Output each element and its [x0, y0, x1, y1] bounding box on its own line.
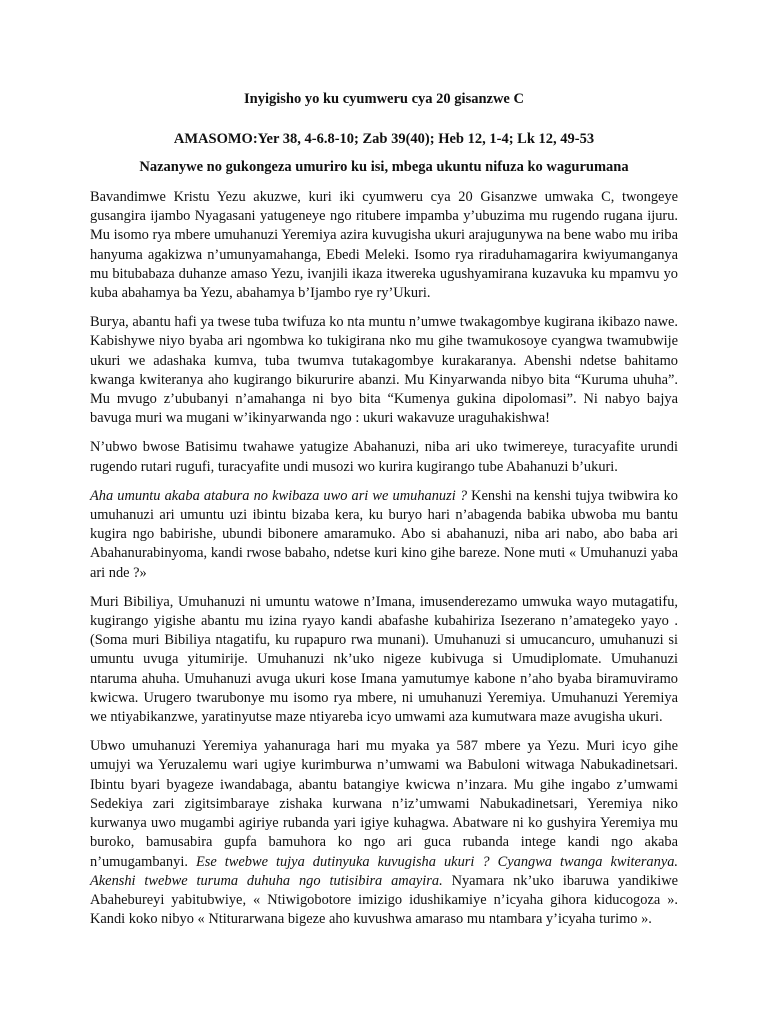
- paragraph-6-text-b: Nyamara nk’uko ibaruwa yandikiwe Abahebureyi yabitubwiye, « Ntiwigobotore imizigo idushikamiye n’icyaha gihora kiducogoza ». Kandi koko nibyo « Ntiturarwana bigeze aho kuvushwa amaraso mu ntambara y’icyaha turimo ».: [90, 872, 679, 928]
- paragraph-4-question: Aha umuntu akaba atabura no kwibaza uwo ari we umuhanuzi ?: [90, 487, 468, 504]
- homily-subtitle: Nazanywe no gukongeza umuriro ku isi, mbega ukuntu nifuza ko wagurumana: [139, 159, 629, 175]
- page-title: Inyigisho yo ku cyumweru cya 20 gisanzwe C: [244, 91, 524, 107]
- paragraph-5: Muri Bibiliya, Umuhanuzi ni umuntu watowe n’Imana, imusenderezamo umwuka wayo mutagatifu, kugirango yigishe abantu mu izina ryayo kandi abafashe kubahiriza Isezerano n’amategeko yayo . (Soma muri Bibiliya ntagatifu, ku rupapuro rwa munani). Umuhanuzi si umucancuro, umuhanuzi si umuntu uvuga yitumirije. Umuhanuzi nk’uko nigeze kubivuga si Umudiplomate. Umuhanuzi ntaruma ahuha. Umuhanuzi avuga ukuri kose Imana yamutumye kabone n’aho byaba biramuviramo kwicwa. Urugero twarubonye mu isomo rya mbere, ni umuhanuzi Yeremiya. Umuhanuzi Yeremiya we ntiyabikanzwe, yaratinyutse maze ntiyareba icyo umwami aza kumutwara maze avugisha ukuri.: [90, 593, 678, 726]
- paragraph-2: Burya, abantu hafi ya twese tuba twifuza ko nta muntu n’umwe twakagombye kugirana ikibazo nawe. Kabishywe niyo byaba ari ngombwa ko tukigirana nko mu gihe twamukosoye cyangwa twamubwije ukuri we adashaka kumva, tuba twumva tutakagombye kurakaranya. Abenshi ndetse bahitamo kwanga kwiteranya aho kugirango bikururire abanzi. Mu Kinyarwanda nibyo bita “Kuruma uhuha”. Mu mvugo z’ububanyi n’amahanga ni byo bita “Kumenya gukina dipolomasi”. Ni nabyo bajya bavuga muri wa mugani w’ikinyarwanda ngo : ukuri wakavuze uraguhakishwa!: [90, 314, 678, 427]
- paragraph-6-italic: Ese twebwe tujya dutinyuka kuvugisha ukuri ? Cyangwa twanga kwiteranya. Akenshi twebwe turuma duhuha ngo tutisibira amayira.: [90, 853, 678, 889]
- readings-line: AMASOMO:Yer 38, 4-6.8-10; Zab 39(40); Heb 12, 1-4; Lk 12, 49-53: [173, 131, 595, 147]
- paragraph-1: Bavandimwe Kristu Yezu akuzwe, kuri iki cyumweru cya 20 Gisanzwe umwaka C, twongeye gusangira ijambo Nyagasani yatugeneye ngo ritubere impamba y’ubuzima mu rugendo rugana ijuru. Mu isomo rya mbere umuhanuzi Yeremiya azira kuvugisha ukuri arajugunywa na bene wabo mu iriba hanyuma agakizwa n’umunyamahanga, Ebedi Meleki. Isomo rya riraduhamagarira kwiyumanganya mu bitubabaza duhanze amaso Yezu, ivanjili ikaza itwereka ugushyamirana kuzavuka ku mpamvu yo kuba abahamya ba Yezu, abahamya b’Ijambo rye ry’Ukuri.: [90, 189, 678, 302]
- paragraph-3: N’ubwo bwose Batisimu twahawe yatugize Abahanuzi, niba ari uko twimereye, turacyafite urundi rugendo rutari rugufi, turacyafite undi musozi wo kurira kugirango tube Abahanuzi b’ukuri.: [90, 439, 678, 475]
- paragraph-6-text-a: Ubwo umuhanuzi Yeremiya yahanuraga hari mu myaka ya 587 mbere ya Yezu. Muri icyo gihe umujyi wa Yeruzalemu wari ugiye kurimburwa n’umwami wa Babuloni witwaga Nabukadinetsari. Ibintu byari byageze iwandabaga, abantu batangiye kwicwa n’inzara. Mu gihe ingabo z’umwami Sedekiya zari zigitsimbaraye zishaka kurwana n’iz’umwami Nabukadinetsari, Yeremiya niko kurwanya uwo mugambi agiriye rubanda yari igiye kuhagwa. Abatware ni ko gushyira Yeremiya mu buroko, bamusabira gupfa bamuhora ko ngo ari guca rubanda intege kandi ngo akaba n’umugambanyi.: [90, 738, 678, 870]
- paragraph-6: [90, 737, 678, 929]
- paragraph-4: [90, 487, 678, 583]
- document-body: [90, 90, 678, 939]
- paragraph-4-text: Kenshi na kenshi tujya twibwira ko umuhanuzi ari umuntu uzi ibintu bizaba kera, ku buryo hari n’abagenda babika ubwoba mu bantu kugira ngo babirishe, ubundi bibonere amaramuko. Abo si abahanuzi, niba ari nabo, abo baba ari Abahanurabinyoma, kandi rwose babaho, ndetse kuri kino gihe bareze. None muti « Umuhanuzi yaba ari nde ?»: [90, 487, 678, 581]
